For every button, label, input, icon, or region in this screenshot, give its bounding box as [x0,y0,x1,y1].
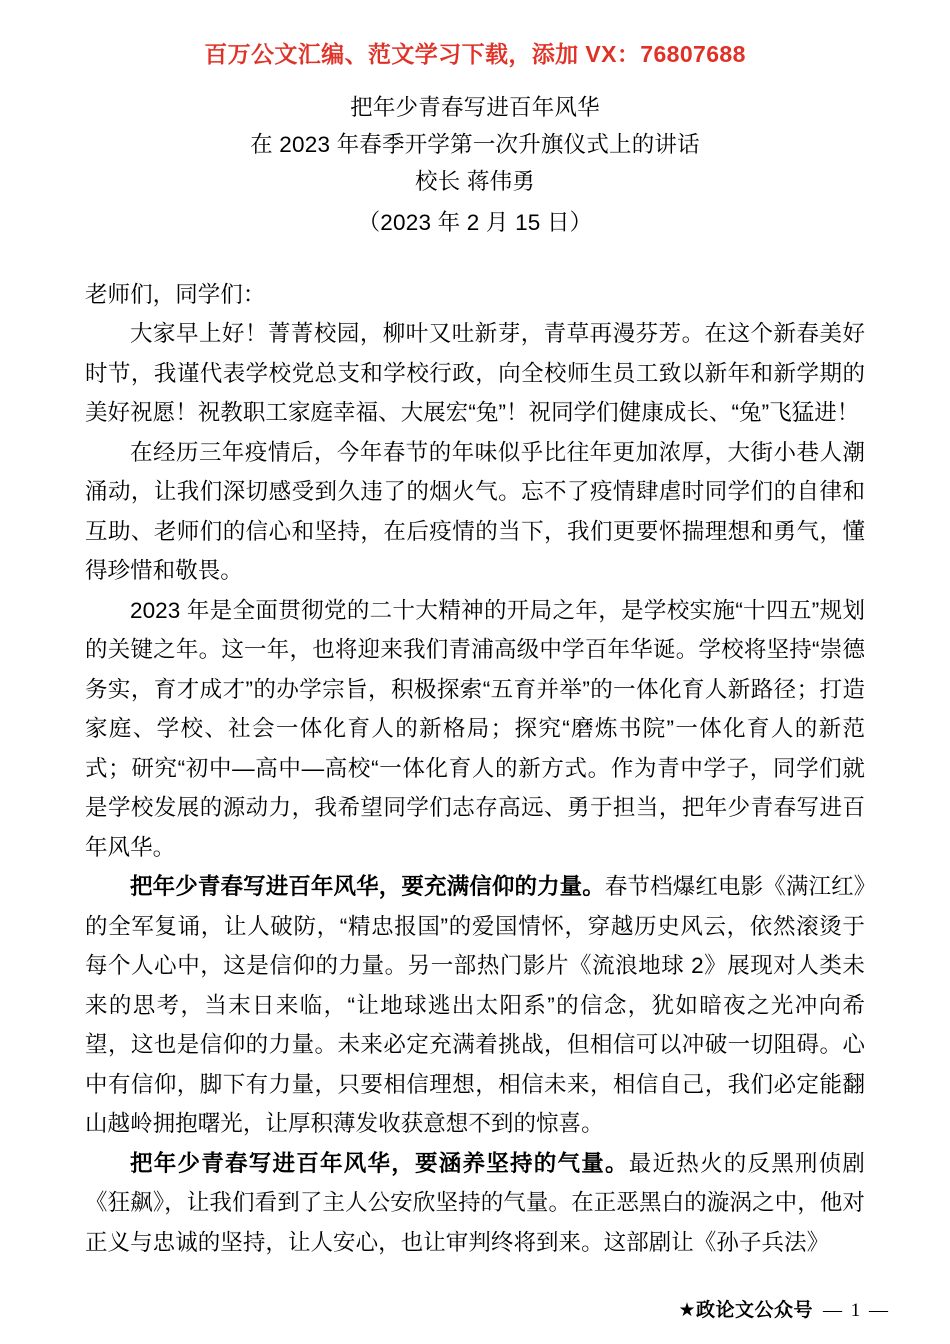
title-block [0,89,950,241]
page-number: — 1 — [823,1300,890,1321]
document-title: 把年少青春写进百年风华 [350,94,600,120]
document-body [85,275,865,1263]
paragraph-5-text: 最近热火的反黑刑侦剧《狂飙》，让我们看到了主人公安欣坚持的气量。在正恶黑白的漩涡之中，他对正义与忠诚的坚持，让人安心，也让审判终将到来。这部剧让《孙子兵法》 [85,1150,865,1255]
paragraph-1-text: 大家早上好！菁菁校园，柳叶又吐新芽，青草再漫芬芳。在这个新春美好时节，我谨代表学校党总支和学校行政，向全校师生员工致以新年和新学期的美好祝愿！祝教职工家庭幸福、大展宏“兔”！祝同学们健康成长、“兔”飞猛进！ [85,321,865,426]
paragraph-3-text: 2023 年是全面贯彻党的二十大精神的开局之年，是学校实施“十四五”规划的关键之年。这一年，也将迎来我们青浦高级中学百年华诞。学校将坚持“崇德务实，育才成才”的办学宗旨，积极探索“五育并举”的一体化育人新路径；打造家庭、学校、社会一体化育人的新格局；探究“磨炼书院”一体化育人的新范式；研究“初中—高中—高校“一体化育人的新方式。作为青中学子，同学们就是学校发展的源动力，我希望同学们志存高远、勇于担当，把年少青春写进百年风华。 [85,597,865,860]
paragraph-2-text: 在经历三年疫情后，今年春节的年味似乎比往年更加浓厚，大街小巷人潮涌动，让我们深切感受到久违了的烟火气。忘不了疫情肆虐时同学们的自律和互助、老师们的信心和坚持，在后疫情的当下，我们更要怀揣理想和勇气，懂得珍惜和敬畏。 [85,439,865,584]
document-date: （2023 年 2 月 15 日） [357,209,593,235]
page-footer [0,1295,950,1322]
paragraph-1 [85,314,865,433]
paragraph-2 [85,433,865,591]
paragraph-5 [85,1144,865,1263]
document-author: 校长 蒋伟勇 [415,168,535,194]
salutation: 老师们，同学们： [85,281,266,307]
paragraph-4 [85,867,865,1144]
promo-banner: 百万公文汇编、范文学习下载，添加 VX：76807688 [204,41,746,67]
paragraph-3 [85,591,865,868]
paragraph-4-lead: 把年少青春写进百年风华，要充满信仰的力量。 [130,874,605,900]
paragraph-4-text: 春节档爆红电影《满江红》的全军复诵，让人破防，“精忠报国”的爱国情怀，穿越历史风云，依然滚烫于每个人心中，这是信仰的力量。另一部热门影片《流浪地球 2》展现对人类未来的思考，当末日来临，“让地球逃出太阳系”的信念，犹如暗夜之光冲向希望，这也是信仰的力量。未来必定充满着挑战，但相信可以冲破一切阻碍。心中有信仰，脚下有力量，只要相信理想，相信未来，相信自己，我们必定能翻山越岭拥抱曙光，让厚积薄发收获意想不到的惊喜。 [85,874,865,1137]
footer-brand: ★政论文公众号 [678,1300,813,1321]
paragraph-5-lead: 把年少青春写进百年风华，要涵养坚持的气量。 [130,1150,629,1176]
document-subtitle: 在 2023 年春季开学第一次升旗仪式上的讲话 [250,131,700,157]
